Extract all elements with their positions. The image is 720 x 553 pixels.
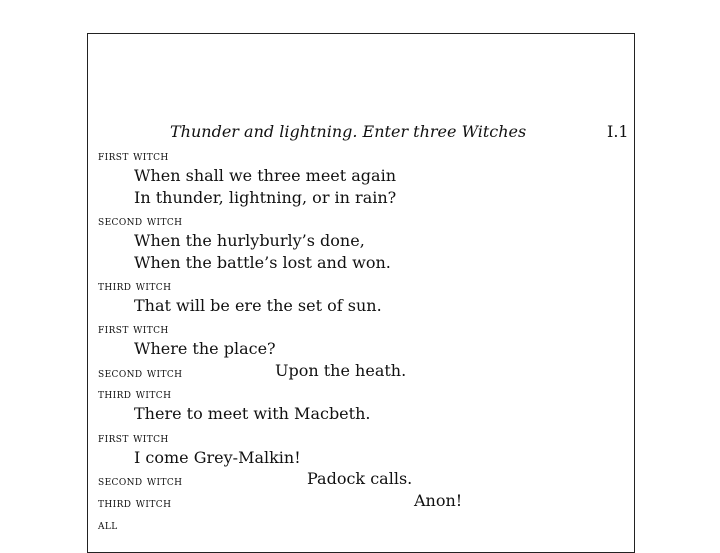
verse-line: When the battle’s lost and won.	[134, 253, 391, 272]
speaker-label: first witch	[98, 430, 169, 445]
speaker-label: second witch	[98, 473, 183, 488]
speaker-label: first witch	[98, 148, 169, 163]
page-frame	[87, 33, 635, 553]
speaker-label: second witch	[98, 213, 183, 228]
speaker-label: third witch	[98, 386, 172, 401]
speaker-label: third witch	[98, 495, 172, 510]
speaker-label: all	[98, 517, 118, 532]
speaker-label: third witch	[98, 278, 172, 293]
act-scene-marker: I.1	[607, 122, 629, 141]
verse-line: That will be ere the set of sun.	[134, 296, 382, 315]
verse-line: In thunder, lightning, or in rain?	[134, 188, 397, 207]
verse-line: Padock calls.	[307, 469, 413, 488]
verse-line: There to meet with Macbeth.	[134, 404, 371, 423]
stage-direction: Thunder and lightning. Enter three Witches	[170, 122, 527, 141]
verse-line: I come Grey-Malkin!	[134, 448, 301, 467]
verse-line: Anon!	[414, 491, 463, 510]
speaker-label: first witch	[98, 321, 169, 336]
verse-line: When the hurlyburly’s done,	[134, 231, 365, 250]
verse-line: Upon the heath.	[275, 361, 407, 380]
verse-line: When shall we three meet again	[134, 166, 397, 185]
speaker-label: second witch	[98, 365, 183, 380]
play-text	[88, 34, 634, 552]
verse-line: Where the place?	[134, 339, 276, 358]
